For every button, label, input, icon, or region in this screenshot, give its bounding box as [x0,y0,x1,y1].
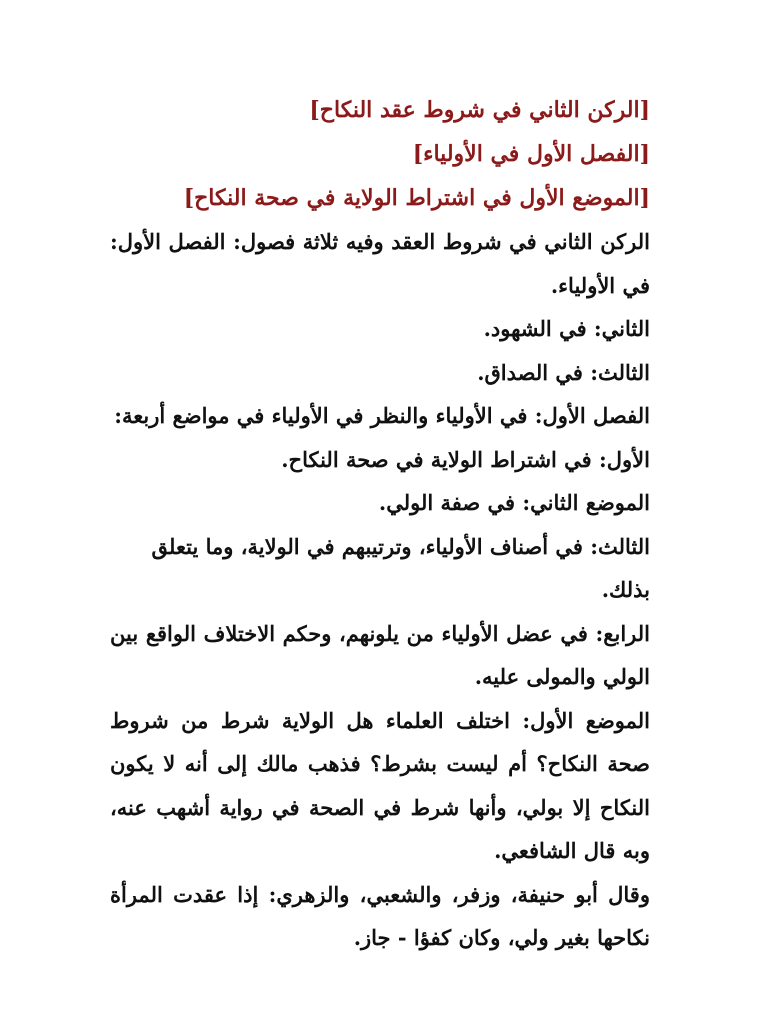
paragraph-topic-fourth: الرابع: في عضل الأولياء من يلونهم، وحكم الاختلاف الواقع بين الولي والمولى عليه. [110,620,650,689]
heading-chapter-one: [الفصل الأول في الأولياء] [412,141,650,167]
paragraph-abu-hanifa-opinion: وقال أبو حنيفة، وزفر، والشعبي، والزهري: إذا عقدت المرأة نكاحها بغير ولي، وكان كفؤا - جاز. [110,881,650,950]
document-page [110,88,650,960]
paragraph-topic-third: الثالث: في أصناف الأولياء، وترتيبهم في الولاية، وما يتعلق بذلك. [151,533,650,602]
heading-pillar-two: [الركن الثاني في شروط عقد النكاح] [309,97,650,123]
paragraph-dowry: الثالث: في الصداق. [477,359,650,385]
paragraph-scholars-disagreement: الموضع الأول: اختلف العلماء هل الولاية شرط من شروط صحة النكاح؟ أم ليست بشرط؟ فذهب مالك إلى أنه لا يكون النكاح إلا بولي، وأنها شرط في الصحة في رواية أشهب عنه، وبه قال الشافعي. [110,707,650,863]
heading-topic-one: [الموضع الأول في اشتراط الولاية في صحة النكاح] [183,185,650,211]
paragraph-pillar-intro: الركن الثاني في شروط العقد وفيه ثلاثة فصول: الفصل الأول: في الأولياء. [110,229,650,298]
paragraph-topic-second: الموضع الثاني: في صفة الولي. [378,490,650,515]
paragraph-chapter-intro: الفصل الأول: في الأولياء والنظر في الأولياء في مواضع أربعة: [114,403,650,428]
paragraph-witnesses: الثاني: في الشهود. [483,316,650,341]
paragraph-topic-first: الأول: في اشتراط الولاية في صحة النكاح. [281,446,650,472]
